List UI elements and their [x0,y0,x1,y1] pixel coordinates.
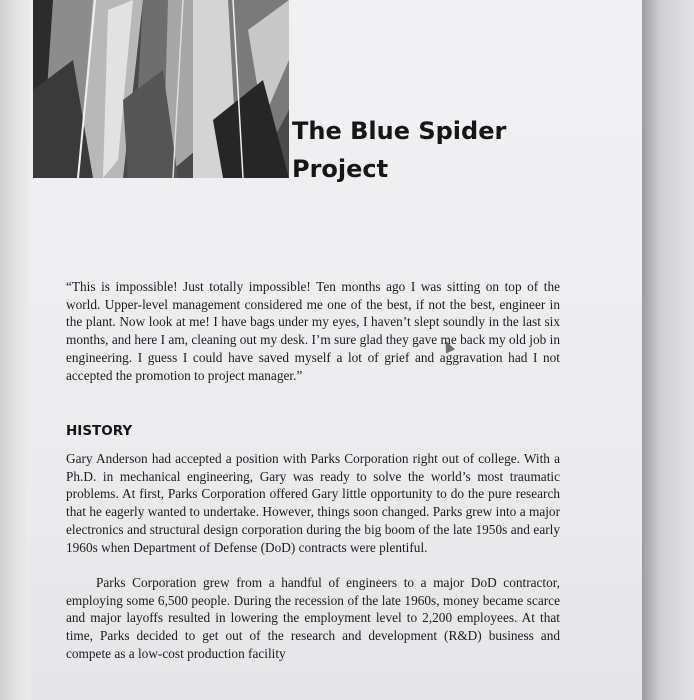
document-title [292,112,506,188]
history-paragraph-2: Parks Corporation grew from a handful of engineers to a major DoD contractor, employing some 6,500 people. During the recession of the late 1960s, money became scarce and major layoffs resulted in lowering the employment level to 2,200 employees. At that time, Parks decided to get out of the research and development (R&D) business and compete as a low-cost production facility [66,575,560,661]
history-paragraph-1: Gary Anderson had accepted a position with Parks Corporation right out of college. With a Ph.D. in mechanical engineering, Gary was ready to solve the world’s most traumatic problems. At first, Parks Corporation offered Gary little opportunity to do the pure research that he eagerly wanted to undertake. However, things soon changed. Parks grew into a major electronics and structural design corporation during the big boom of the late 1950s and early 1960s when Department of Defense (DoD) contracts were plentiful. [66,451,560,555]
page-shadow [642,0,694,700]
background-surface [0,0,30,700]
cover-image [33,0,289,178]
section-heading: HISTORY [66,423,133,439]
abstract-glass-columns-image [33,0,289,178]
title-line-2: Project [292,155,389,183]
title-line-1: The Blue Spider [292,117,507,145]
intro-paragraph: “This is impossible! Just totally impossible! Ten months ago I was sitting on top of the world. Upper-level management considered me one of the best, if not the best, engineer in the plant. Now look at me! I have bags under my eyes, I haven’t slept soundly in the last six months, and here I am, cleaning out my desk. I’m sure glad they gave me back my old job in engineering. I guess I could have saved myself a lot of grief and aggravation had I not accepted the promotion to project manager.” [66,279,560,383]
